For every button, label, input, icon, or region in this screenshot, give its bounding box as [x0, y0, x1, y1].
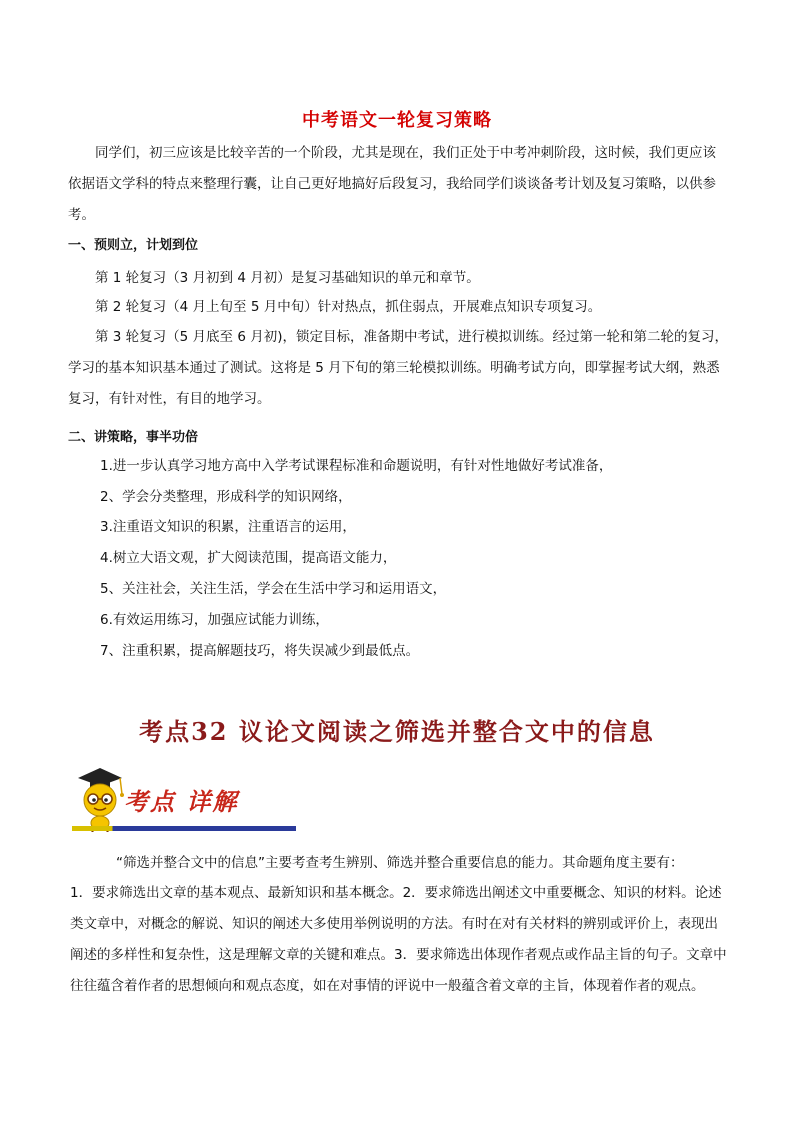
section1-heading: 一、预则立，计划到位: [68, 238, 199, 253]
strategy-item-7: 7、注重积累，提高解题技巧，将失误减少到最低点。: [100, 643, 420, 659]
strategy-item-2: 2、学会分类整理，形成科学的知识网络，: [100, 489, 352, 505]
banner-underline: [72, 826, 296, 831]
section2-heading: 二、讲策略，事半功倍: [68, 430, 199, 445]
banner-label: 考点 详解: [124, 787, 239, 816]
intro-paragraph: 同学们，初三应该是比较辛苦的一个阶段，尤其是现在，我们正处于中考冲刺阶段，这时候，我们更应该依据语文学科的特点来整理行囊，让自己更好地搞好后段复习，我给同学们谈谈备考计划及复习策略，以供参考。: [68, 145, 716, 223]
section1-para-2: 第 2 轮复习（4 月上旬至 5 月中旬）针对热点，抓住弱点，开展难点知识专项复习。: [95, 299, 602, 315]
strategy-item-3: 3.注重语文知识的积累，注重语言的运用，: [100, 519, 356, 535]
document-title: 中考语文一轮复习策略: [302, 110, 492, 131]
section1-para-1: 第 1 轮复习（3 月初到 4 月初）是复习基础知识的单元和章节。: [95, 270, 480, 286]
detail-intro: “筛选并整合文中的信息”主要考查考生辨别、筛选并整合重要信息的能力。其命题角度主要有：: [116, 855, 684, 871]
strategy-item-5: 5、关注社会，关注生活，学会在生活中学习和运用语文，: [100, 581, 447, 597]
graduate-cartoon-icon: [72, 766, 132, 832]
strategy-item-4: 4.树立大语文观，扩大阅读范围，提高语文能力，: [100, 550, 397, 566]
strategy-item-6: 6.有效运用练习，加强应试能力训练，: [100, 612, 329, 628]
topic-title: 考点32 议论文阅读之筛选并整合文中的信息: [139, 717, 655, 746]
detail-body: 1．要求筛选出文章的基本观点、最新知识和基本概念。2．要求筛选出阐述文中重要概念、知识的材料。论述类文章中，对概念的解说、知识的阐述大多使用举例说明的方法。有时在对有关材料的辨别或评价上，表现出阐述的多样性和复杂性，这是理解文章的关键和难点。3．要求筛选出体现作者观点或作品主旨的句子。文章中往往蕴含着作者的思想倾向和观点态度，如在对事情的评说中一般蕴含着文章的主旨，体现着作者的观点。: [70, 885, 727, 994]
strategy-item-1: 1.进一步认真学习地方高中入学考试课程标准和命题说明，有针对性地做好考试准备，: [100, 458, 613, 474]
section1-para-3: 第 3 轮复习（5 月底至 6 月初)，锁定目标，准备期中考试，进行模拟训练。经过第一轮和第二轮的复习，学习的基本知识基本通过了测试。这将是 5 月下旬的第三轮模拟训练。明确考试方向，即掌握考试大纲，熟悉复习，有针对性，有目的地学习。: [68, 329, 728, 407]
